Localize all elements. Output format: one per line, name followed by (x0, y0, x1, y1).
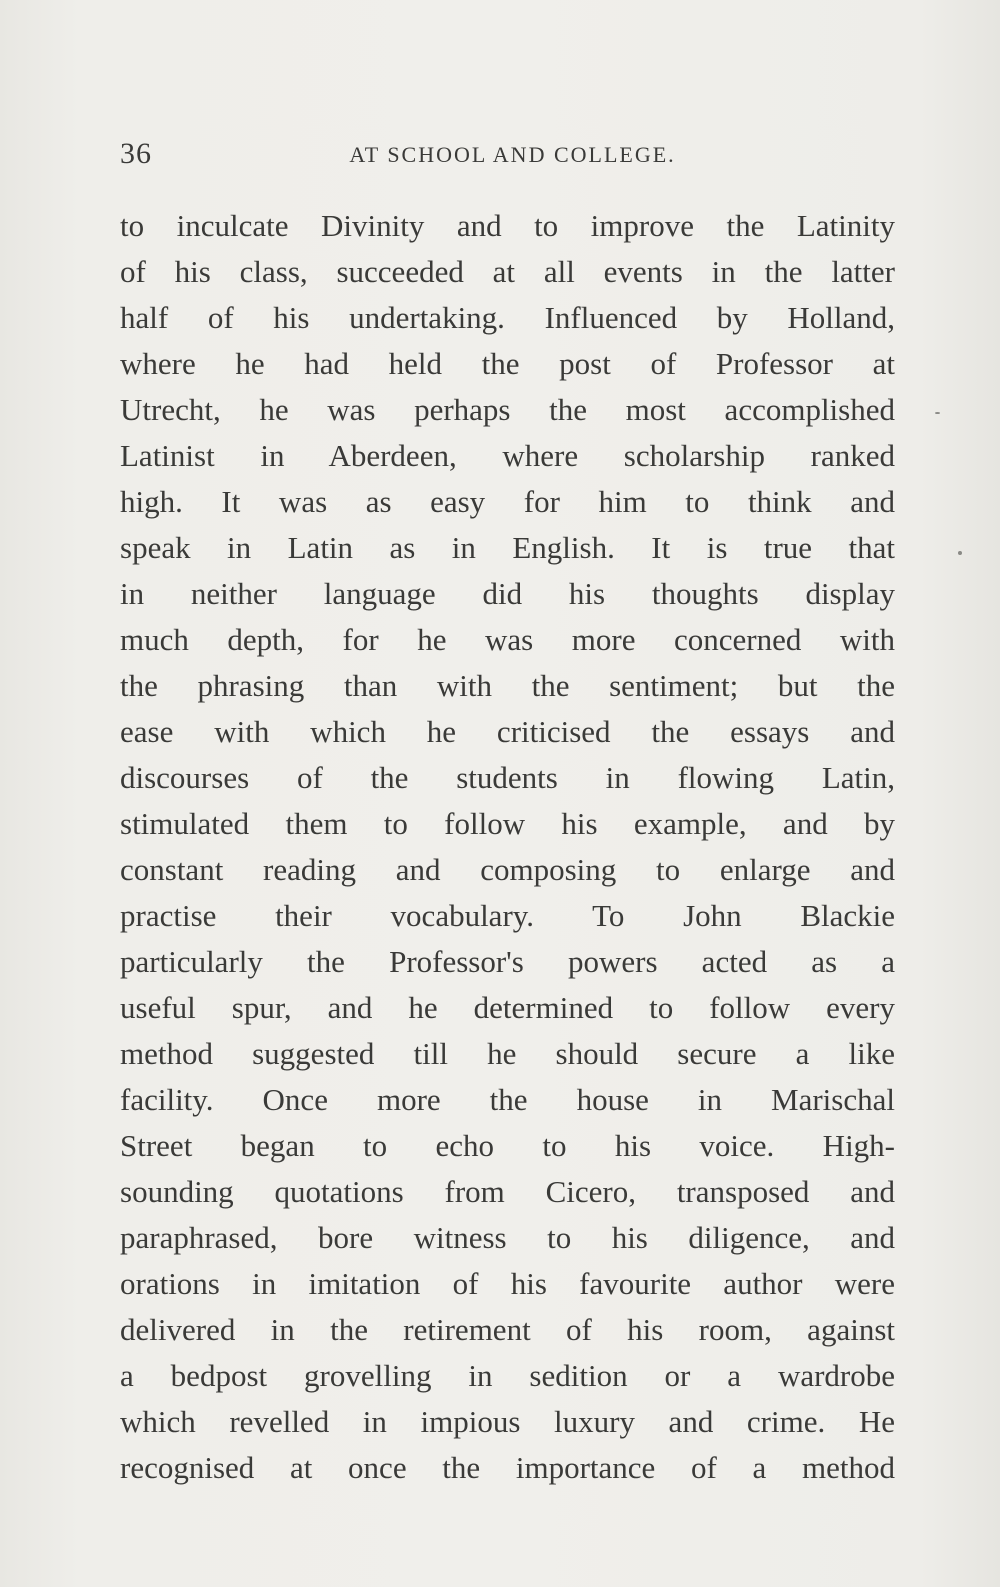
text-line: Latinist in Aberdeen, where scholarship ranked (120, 438, 895, 473)
running-head (120, 137, 895, 177)
text-line: ease with which he criticised the essays and (120, 714, 895, 749)
text-line: Utrecht, he was perhaps the most accomplished (120, 392, 895, 427)
text-line: practise their vocabulary. To John Blackie (120, 898, 895, 933)
text-line: much depth, for he was more concerned with (120, 622, 895, 657)
text-line: in neither language did his thoughts display (120, 576, 895, 611)
text-line: the phrasing than with the sentiment; but the (120, 668, 895, 703)
text-line: stimulated them to follow his example, and by (120, 806, 895, 841)
text-line: method suggested till he should secure a like (120, 1036, 895, 1071)
paper-speck (935, 412, 940, 414)
text-line: facility. Once more the house in Marischal (120, 1082, 895, 1117)
text-line: a bedpost grovelling in sedition or a wardrobe (120, 1358, 895, 1393)
text-line: delivered in the retirement of his room, against (120, 1312, 895, 1347)
text-line: sounding quotations from Cicero, transposed and (120, 1174, 895, 1209)
text-line: useful spur, and he determined to follow every (120, 990, 895, 1025)
text-line: speak in Latin as in English. It is true that (120, 530, 895, 565)
text-line: which revelled in impious luxury and crime. He (120, 1404, 895, 1439)
text-line: constant reading and composing to enlarge and (120, 852, 895, 887)
text-line: high. It was as easy for him to think and (120, 484, 895, 519)
text-line: particularly the Professor's powers acted as a (120, 944, 895, 979)
text-line: where he had held the post of Professor at (120, 346, 895, 381)
text-line: Street began to echo to his voice. High- (120, 1128, 895, 1163)
text-line: to inculcate Divinity and to improve the Latinity (120, 208, 895, 243)
text-line: orations in imitation of his favourite author were (120, 1266, 895, 1301)
paper-speck (958, 551, 962, 555)
body-paragraph (120, 203, 895, 1491)
text-line: discourses of the students in flowing Latin, (120, 760, 895, 795)
page-number: 36 (120, 137, 152, 170)
text-line: paraphrased, bore witness to his diligence, and (120, 1220, 895, 1255)
text-line: of his class, succeeded at all events in the latter (120, 254, 895, 289)
text-line: recognised at once the importance of a method (120, 1450, 895, 1485)
text-line: half of his undertaking. Influenced by Holland, (120, 300, 895, 335)
running-title: AT SCHOOL AND COLLEGE. (349, 142, 676, 167)
